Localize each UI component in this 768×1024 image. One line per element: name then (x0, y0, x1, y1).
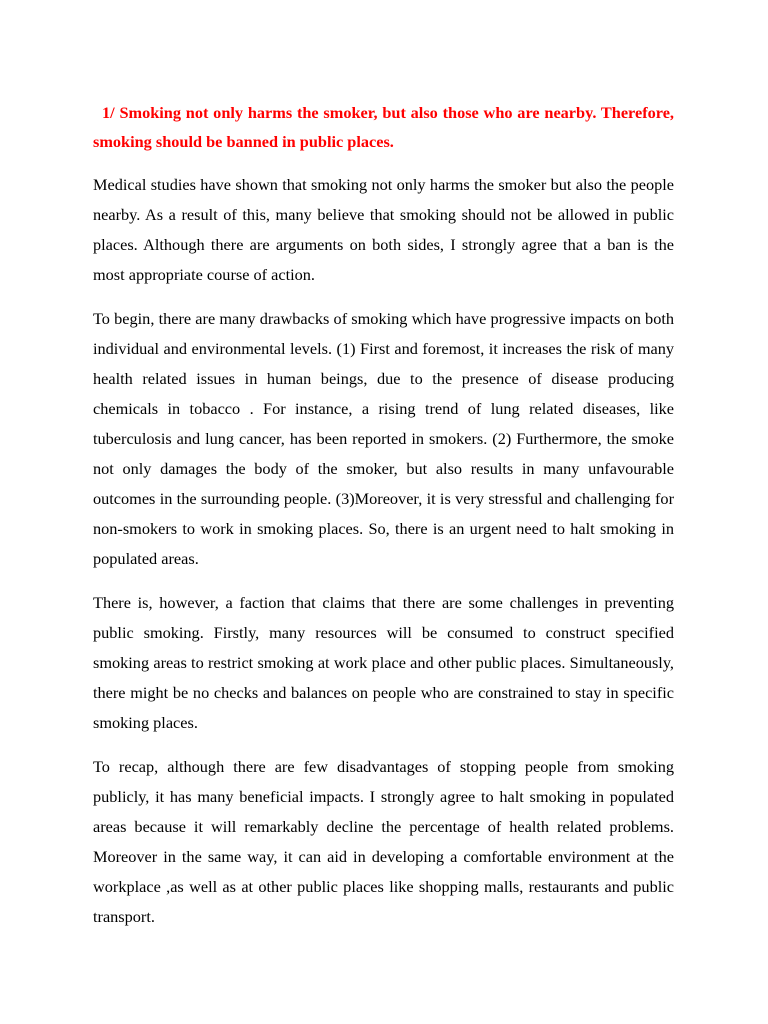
document-page (93, 98, 674, 946)
paragraph-introduction: Medical studies have shown that smoking not only harms the smoker but also the people nearby. As a result of this, many believe that smoking should not be allowed in public places. Although there are arguments on both sides, I strongly agree that a ban is the most appropriate course of action. (93, 175, 674, 284)
paragraph-body-counterargument: There is, however, a faction that claims that there are some challenges in preventing public smoking. Firstly, many resources will be consumed to construct specified smoking areas to restrict smoking at work place and other public places. Simultaneously, there might be no checks and balances on people who are constrained to stay in specific smoking places. (93, 593, 674, 732)
paragraph-conclusion: To recap, although there are few disadvantages of stopping people from smoking publicly, it has many beneficial impacts. I strongly agree to halt smoking in populated areas because it will remarkably decline the percentage of health related problems. Moreover in the same way, it can aid in developing a comfortable environment at the workplace ,as well as at other public places like shopping malls, restaurants and public transport. (93, 757, 674, 926)
essay-title: 1/ Smoking not only harms the smoker, but also those who are nearby. Therefore, smoking should be banned in public places. (93, 103, 674, 151)
paragraph-body-drawbacks: To begin, there are many drawbacks of smoking which have progressive impacts on both individual and environmental levels. (1) First and foremost, it increases the risk of many health related issues in human beings, due to the presence of disease producing chemicals in tobacco . For instance, a rising trend of lung related diseases, like tuberculosis and lung cancer, has been reported in smokers. (2) Furthermore, the smoke not only damages the body of the smoker, but also results in many unfavourable outcomes in the surrounding people. (3)Moreover, it is very stressful and challenging for non-smokers to work in smoking places. So, there is an urgent need to halt smoking in populated areas. (93, 309, 674, 568)
